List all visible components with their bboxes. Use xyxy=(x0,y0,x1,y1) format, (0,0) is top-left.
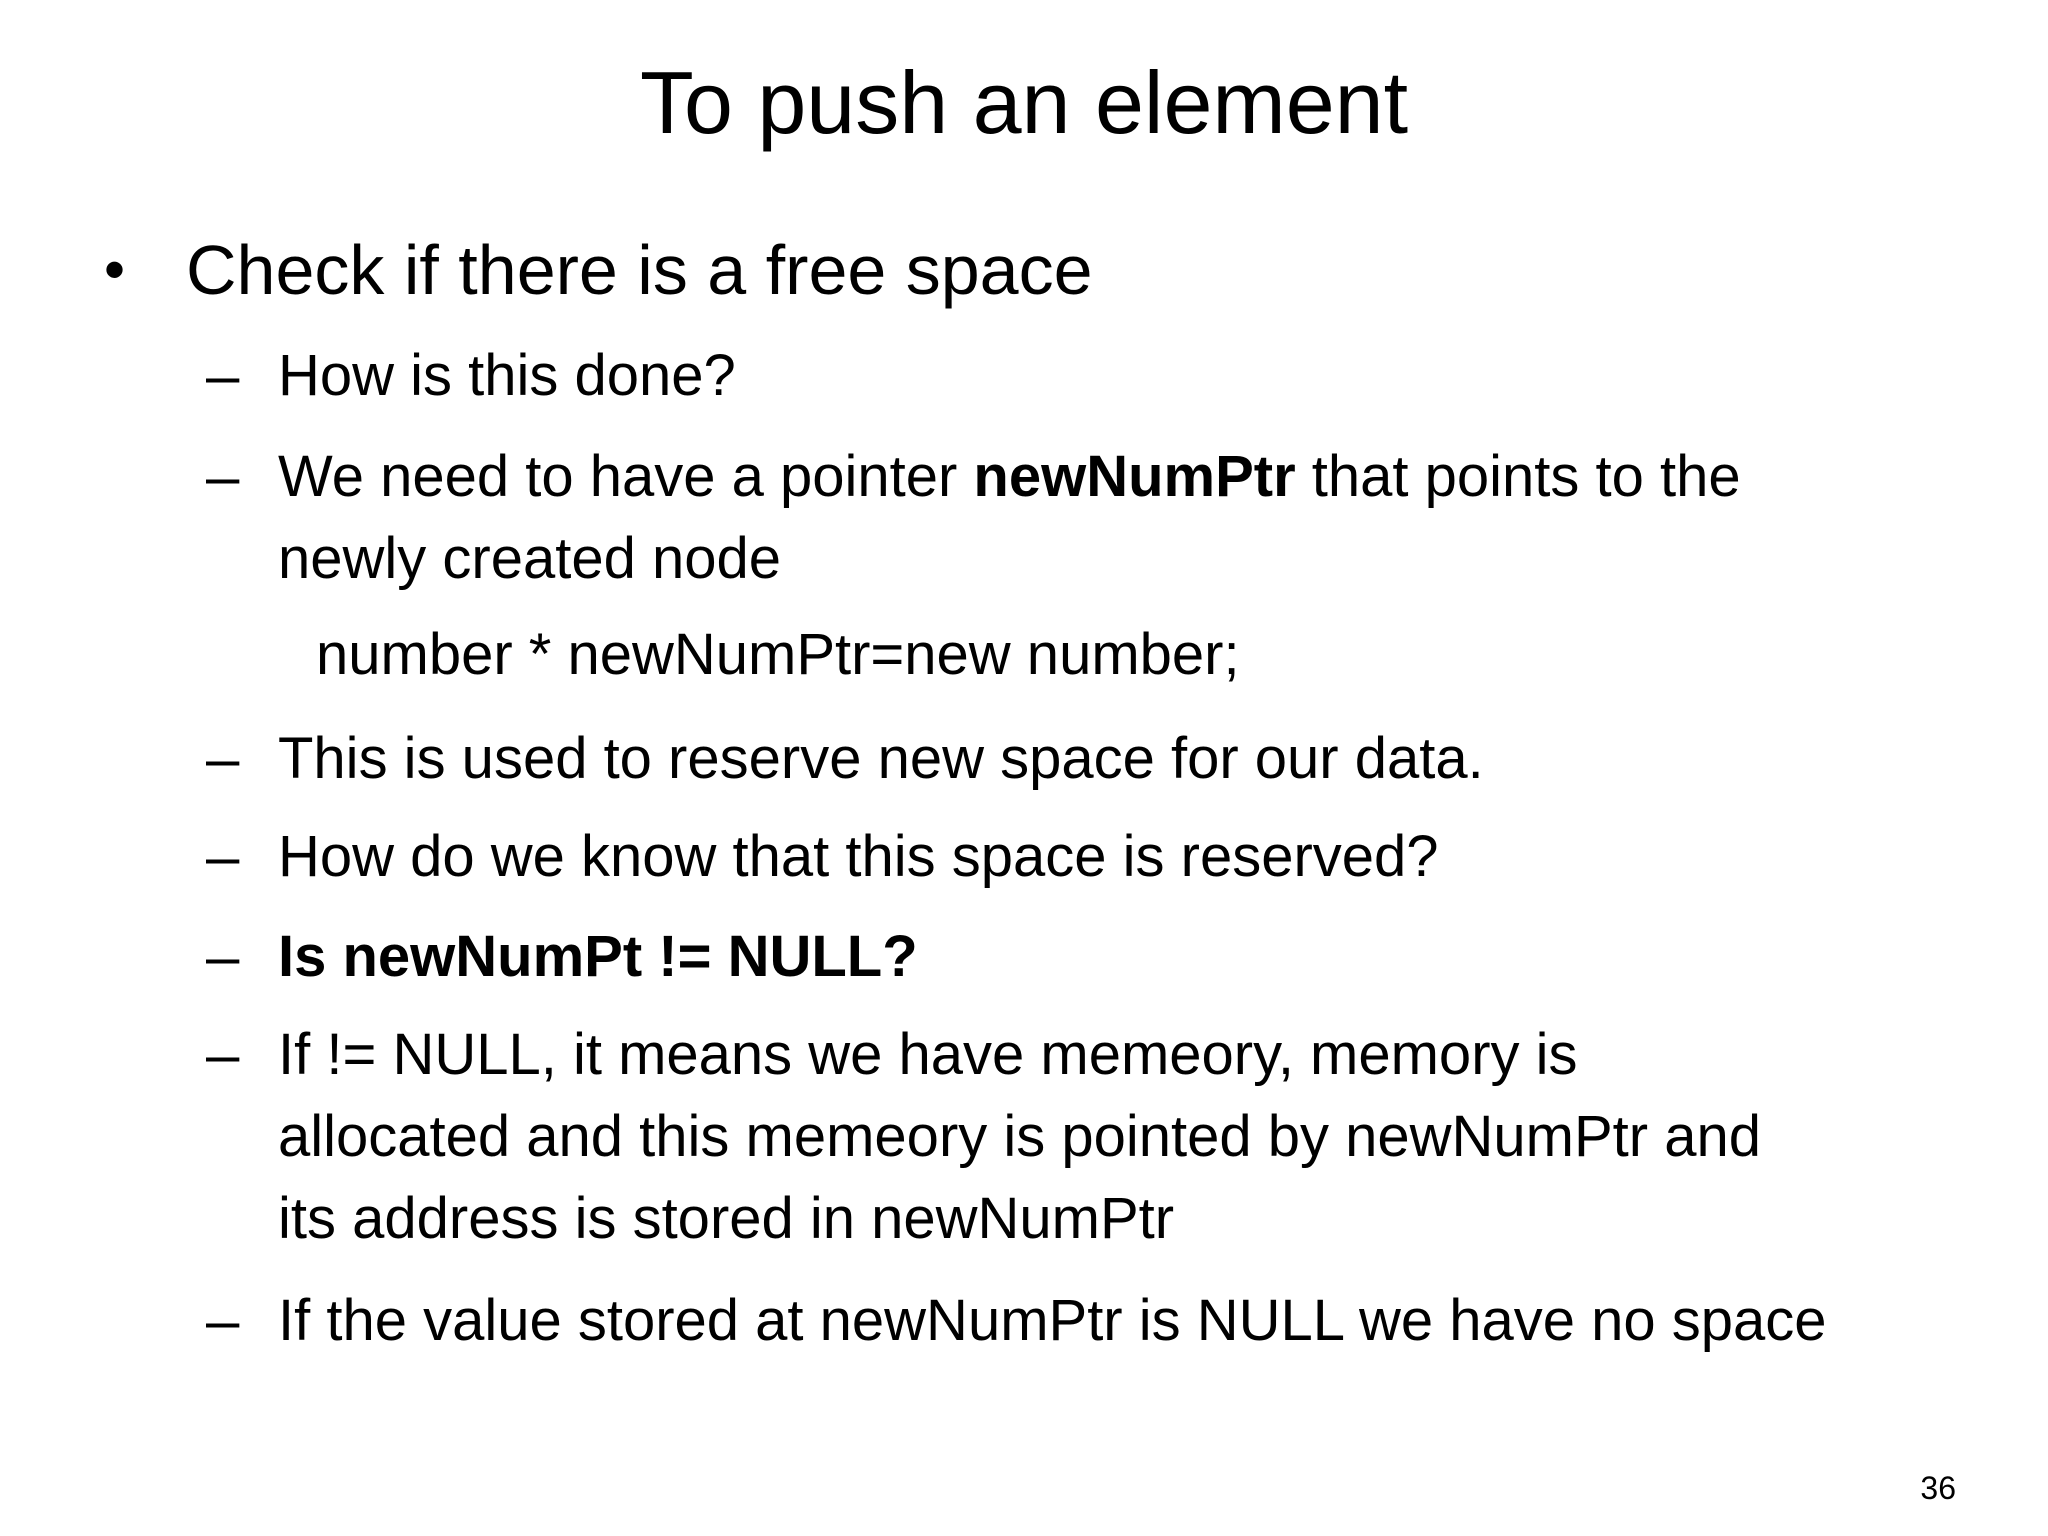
dash-marker: – xyxy=(206,342,240,409)
main-bullet-text: Check if there is a free space xyxy=(186,231,1093,309)
dash-marker: – xyxy=(206,823,240,890)
sub-item-null-check: Is newNumPt != NULL? xyxy=(278,924,918,989)
sub-item-pointer-continuation: newly created node xyxy=(278,526,781,591)
page-number: 36 xyxy=(1920,1470,1956,1506)
sub-item-reserve: This is used to reserve new space for our data. xyxy=(278,726,1484,791)
sub-item-pointer xyxy=(278,436,1998,518)
sub-item-how-know: How do we know that this space is reserved? xyxy=(278,824,1439,889)
dash-marker: – xyxy=(206,725,240,792)
dash-marker: – xyxy=(206,1021,240,1088)
pointer-name-bold: newNumPtr xyxy=(973,444,1296,509)
sub-item-if-not-null-line1: If != NULL, it means we have memeory, memory is xyxy=(278,1022,1578,1087)
pointer-text-end: that points to the xyxy=(1295,444,1741,509)
sub-item-if-not-null-line2: allocated and this memeory is pointed by newNumPtr and xyxy=(278,1104,1761,1169)
bullet-marker: • xyxy=(104,236,126,303)
sub-item-if-not-null-line3: its address is stored in newNumPtr xyxy=(278,1186,1175,1251)
pointer-text-start: We need to have a pointer xyxy=(278,444,974,509)
slide-title: To push an element xyxy=(639,53,1409,152)
dash-marker: – xyxy=(206,443,240,510)
code-line: number * newNumPtr=new number; xyxy=(316,622,1240,687)
dash-marker: – xyxy=(206,923,240,990)
dash-marker: – xyxy=(206,1287,240,1354)
sub-item-no-space: If the value stored at newNumPtr is NULL we have no space xyxy=(278,1288,1827,1353)
sub-item-how-done: How is this done? xyxy=(278,343,736,408)
